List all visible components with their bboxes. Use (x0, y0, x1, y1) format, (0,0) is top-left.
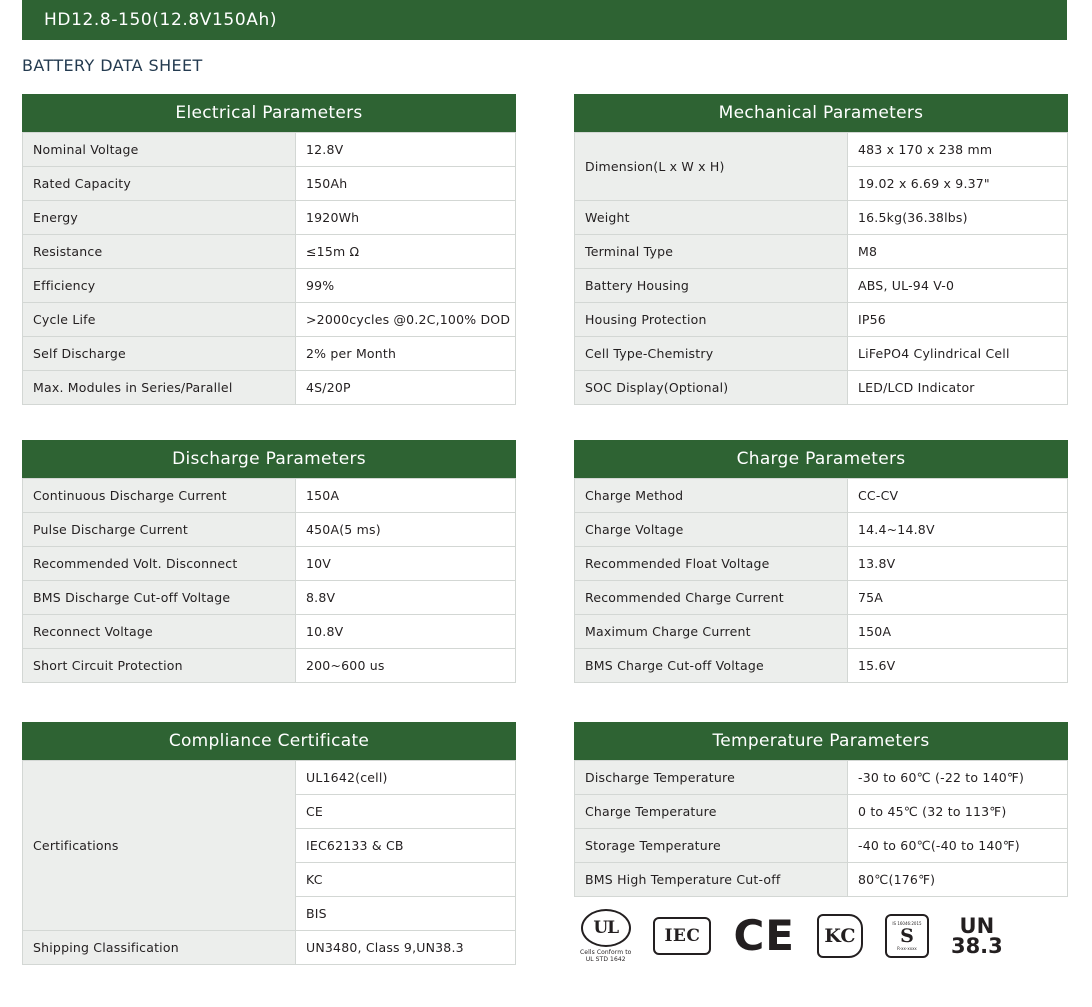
card-temperature-parameters (574, 722, 1068, 897)
table-row (575, 479, 1068, 513)
row-key: Storage Temperature (575, 829, 848, 863)
iec-logo-icon (653, 917, 711, 955)
card-title-electrical: Electrical Parameters (22, 94, 516, 132)
row-key: BMS Charge Cut-off Voltage (575, 649, 848, 683)
row-key: Efficiency (23, 269, 296, 303)
row-key: BMS High Temperature Cut-off (575, 863, 848, 897)
row-value: ≤15m Ω (296, 235, 516, 269)
ce-mark: CE (733, 911, 795, 960)
row-value: 99% (296, 269, 516, 303)
table-row (575, 829, 1068, 863)
row-value: 4S/20P (296, 371, 516, 405)
row-key: Energy (23, 201, 296, 235)
table-discharge (22, 478, 516, 683)
row-key: Weight (575, 201, 848, 235)
bis-standard-label: IS 16046:2015 (892, 921, 922, 926)
row-key: Charge Voltage (575, 513, 848, 547)
card-title-charge: Charge Parameters (574, 440, 1068, 478)
row-value: 14.4~14.8V (848, 513, 1068, 547)
un-mark (951, 916, 1003, 956)
row-value: CE (296, 795, 516, 829)
row-value: 10V (296, 547, 516, 581)
model-title: HD12.8-150(12.8V150Ah) (44, 10, 278, 30)
table-temperature (574, 760, 1068, 897)
table-row (23, 931, 516, 965)
table-row (575, 795, 1068, 829)
row-value: CC-CV (848, 479, 1068, 513)
row-key: Rated Capacity (23, 167, 296, 201)
row-value: 2% per Month (296, 337, 516, 371)
row-key: Self Discharge (23, 337, 296, 371)
row-key: SOC Display(Optional) (575, 371, 848, 405)
row-value: 483 x 170 x 238 mm (848, 133, 1068, 167)
card-charge-parameters (574, 440, 1068, 683)
table-row (575, 303, 1068, 337)
row-value: 150Ah (296, 167, 516, 201)
row-key: Cycle Life (23, 303, 296, 337)
table-row (575, 371, 1068, 405)
row-value: UL1642(cell) (296, 761, 516, 795)
card-title-mechanical: Mechanical Parameters (574, 94, 1068, 132)
table-compliance (22, 760, 516, 965)
row-key: Recommended Float Voltage (575, 547, 848, 581)
card-electrical-parameters (22, 94, 516, 405)
row-key: Short Circuit Protection (23, 649, 296, 683)
table-row (575, 615, 1068, 649)
un-letters: UN (959, 914, 995, 938)
table-row (575, 337, 1068, 371)
row-value: M8 (848, 235, 1068, 269)
iec-mark: IEC (653, 917, 711, 955)
un383-logo-icon (951, 916, 1003, 956)
row-value: 1920Wh (296, 201, 516, 235)
row-key: Charge Method (575, 479, 848, 513)
row-key: Max. Modules in Series/Parallel (23, 371, 296, 405)
row-key: Discharge Temperature (575, 761, 848, 795)
un-number: 38.3 (950, 934, 1003, 958)
bis-letter: S (900, 925, 914, 947)
table-row (23, 133, 516, 167)
row-value: 16.5kg(36.38lbs) (848, 201, 1068, 235)
bis-mark (885, 914, 929, 958)
row-value: UN3480, Class 9,UN38.3 (296, 931, 516, 965)
row-key: Continuous Discharge Current (23, 479, 296, 513)
kc-logo-icon (817, 914, 863, 958)
table-row (575, 649, 1068, 683)
ul-logo-caption: Cells Conform to UL STD 1642 (580, 949, 632, 963)
table-row (575, 581, 1068, 615)
page-title: BATTERY DATA SHEET (22, 56, 203, 75)
table-row (575, 269, 1068, 303)
row-key: Resistance (23, 235, 296, 269)
table-row (23, 337, 516, 371)
row-value: 450A(5 ms) (296, 513, 516, 547)
row-value: 75A (848, 581, 1068, 615)
model-title-bar (22, 0, 1067, 40)
row-key: Shipping Classification (23, 931, 296, 965)
row-value: 150A (848, 615, 1068, 649)
row-value: 19.02 x 6.69 x 9.37" (848, 167, 1068, 201)
row-value: BIS (296, 897, 516, 931)
row-value: -30 to 60℃ (-22 to 140℉) (848, 761, 1068, 795)
row-key: Reconnect Voltage (23, 615, 296, 649)
ce-logo-icon (733, 911, 795, 960)
card-title-temperature: Temperature Parameters (574, 722, 1068, 760)
row-key: Cell Type-Chemistry (575, 337, 848, 371)
row-value: LED/LCD Indicator (848, 371, 1068, 405)
table-row (575, 513, 1068, 547)
table-row (23, 167, 516, 201)
card-compliance-certificate (22, 722, 516, 965)
row-key: Certifications (23, 761, 296, 931)
row-value: -40 to 60℃(-40 to 140℉) (848, 829, 1068, 863)
table-row (23, 479, 516, 513)
row-value: IEC62133 & CB (296, 829, 516, 863)
row-value: LiFePO4 Cylindrical Cell (848, 337, 1068, 371)
table-row (23, 547, 516, 581)
row-key: Nominal Voltage (23, 133, 296, 167)
row-key: BMS Discharge Cut-off Voltage (23, 581, 296, 615)
row-key: Recommended Charge Current (575, 581, 848, 615)
table-row (23, 615, 516, 649)
row-value: 8.8V (296, 581, 516, 615)
bis-logo-icon (885, 914, 929, 958)
row-value: 200~600 us (296, 649, 516, 683)
table-row (23, 761, 516, 795)
row-key: Battery Housing (575, 269, 848, 303)
row-value: KC (296, 863, 516, 897)
table-electrical (22, 132, 516, 405)
row-key: Recommended Volt. Disconnect (23, 547, 296, 581)
card-title-compliance: Compliance Certificate (22, 722, 516, 760)
row-key: Charge Temperature (575, 795, 848, 829)
card-title-discharge: Discharge Parameters (22, 440, 516, 478)
ul-logo-icon (580, 909, 631, 963)
card-mechanical-parameters (574, 94, 1068, 405)
table-mechanical (574, 132, 1068, 405)
table-row (23, 581, 516, 615)
table-charge (574, 478, 1068, 683)
card-discharge-parameters (22, 440, 516, 683)
row-value: 12.8V (296, 133, 516, 167)
row-key: Pulse Discharge Current (23, 513, 296, 547)
row-key: Housing Protection (575, 303, 848, 337)
row-key: Maximum Charge Current (575, 615, 848, 649)
row-value: >2000cycles @0.2C,100% DOD (296, 303, 516, 337)
table-row (23, 513, 516, 547)
table-row (575, 133, 1068, 167)
row-value: 0 to 45℃ (32 to 113℉) (848, 795, 1068, 829)
row-value: 10.8V (296, 615, 516, 649)
table-row (23, 201, 516, 235)
bis-bottom-label: R-xx-xxxx (897, 946, 917, 951)
row-key: Terminal Type (575, 235, 848, 269)
table-row (575, 201, 1068, 235)
table-row (575, 761, 1068, 795)
table-row (23, 303, 516, 337)
row-value: 150A (296, 479, 516, 513)
row-value: IP56 (848, 303, 1068, 337)
table-row (23, 269, 516, 303)
table-row (575, 547, 1068, 581)
kc-mark: KC (817, 914, 863, 958)
table-row (575, 863, 1068, 897)
table-row (575, 235, 1068, 269)
table-row (23, 371, 516, 405)
row-value: 80℃(176℉) (848, 863, 1068, 897)
row-key: Dimension(L x W x H) (575, 133, 848, 201)
row-value: ABS, UL-94 V-0 (848, 269, 1068, 303)
ul-mark: UL (581, 909, 631, 947)
row-value: 13.8V (848, 547, 1068, 581)
row-value: 15.6V (848, 649, 1068, 683)
table-row (23, 649, 516, 683)
certification-logos (574, 905, 1074, 967)
table-row (23, 235, 516, 269)
